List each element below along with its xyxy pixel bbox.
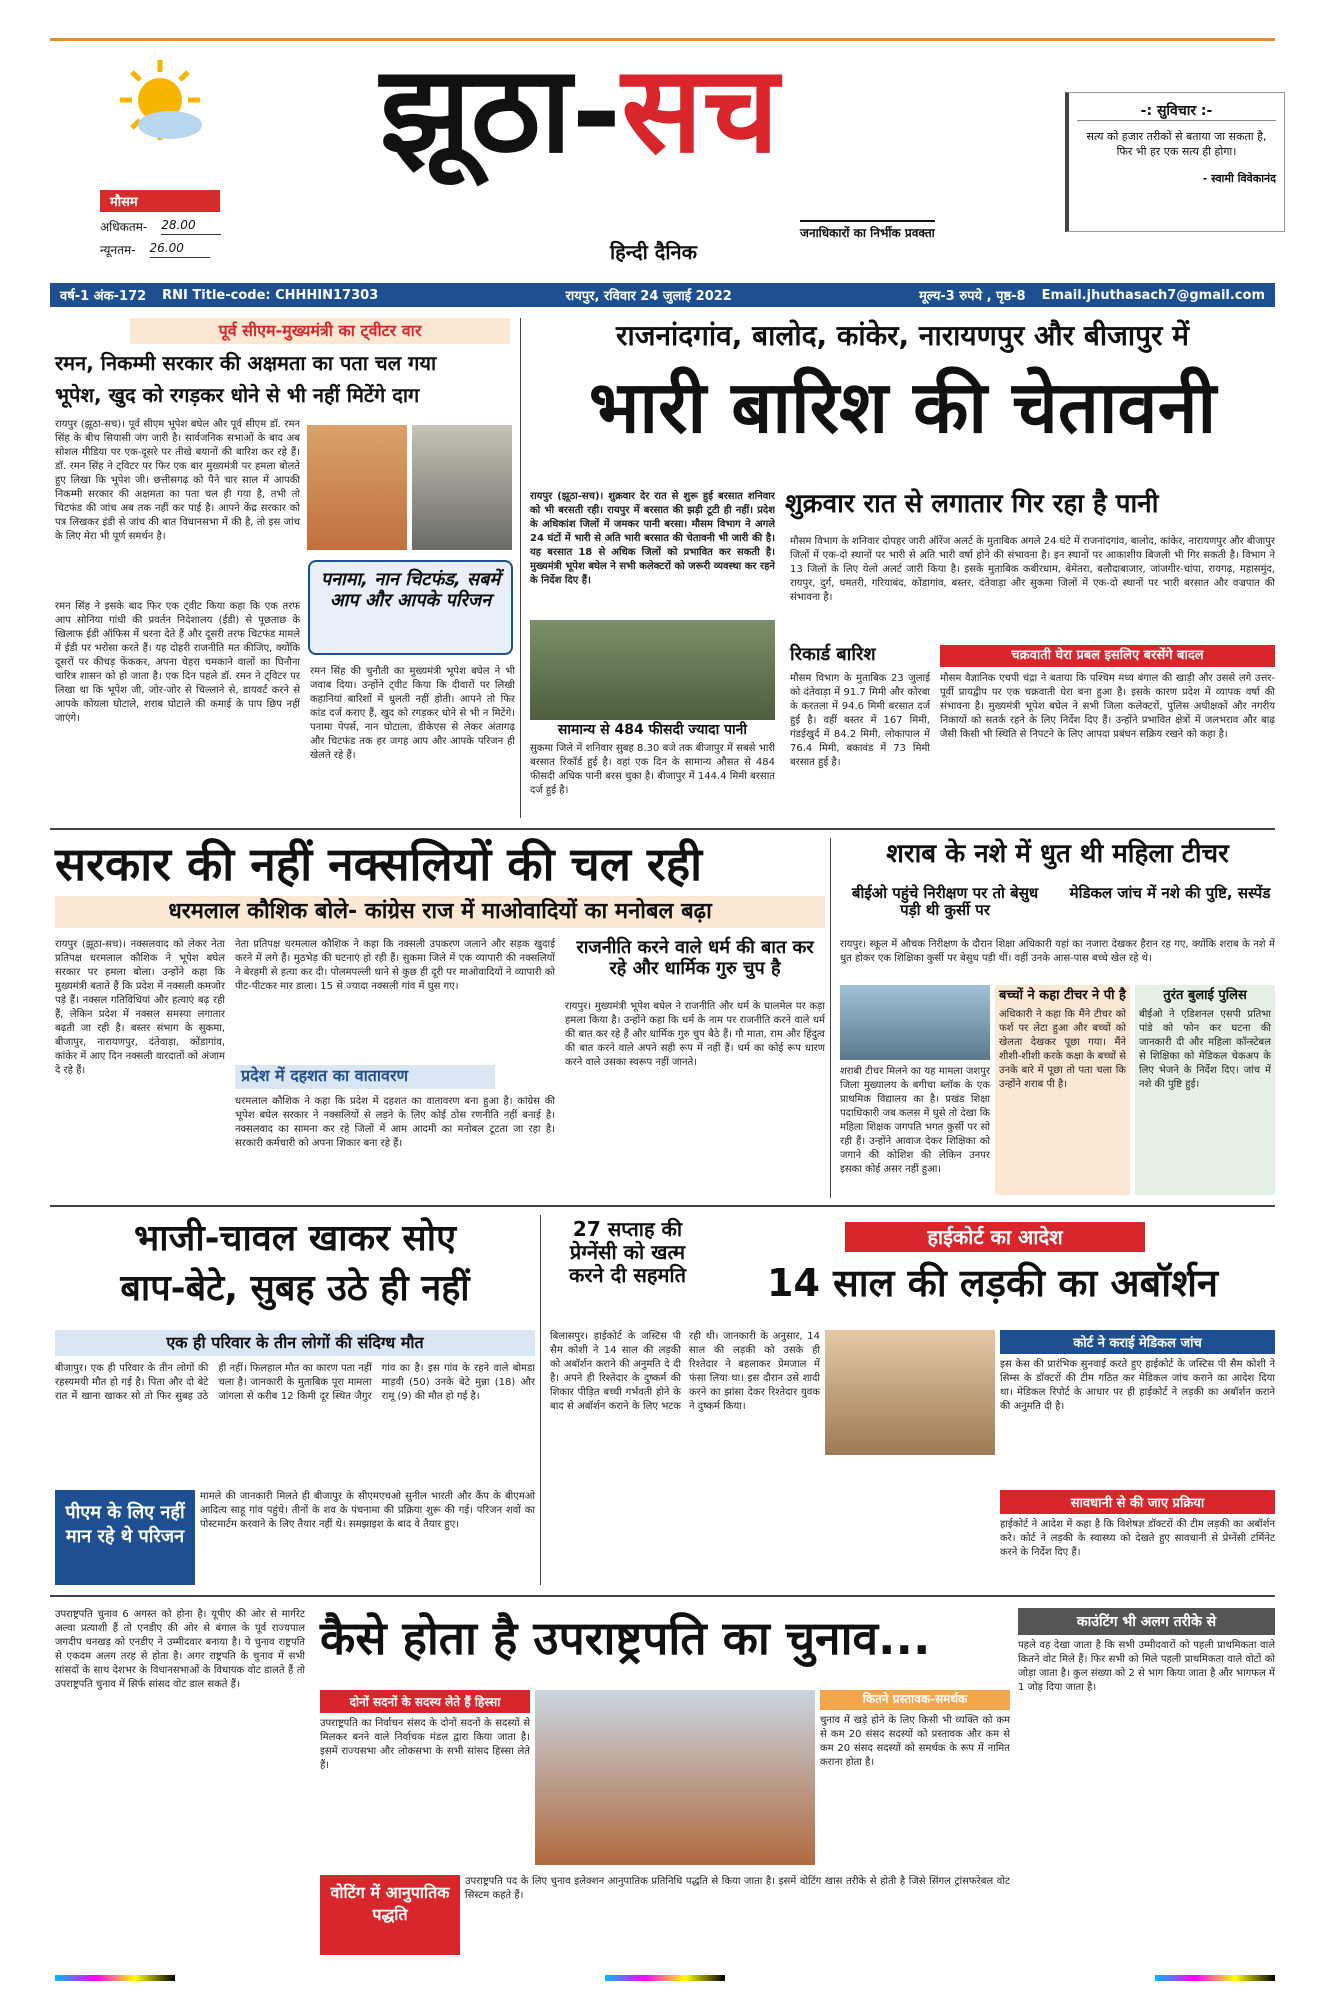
story1-headline-1: रमन, निकम्मी सरकार की अक्षमता का पता चल गया: [55, 351, 437, 375]
story3-side-head: राजनीति करने वाले धर्म की बात कर रहे और धार्मिक गुरु चुप है: [576, 937, 814, 979]
story4-box-2: [1135, 985, 1275, 1195]
story7-count-head: काउंटिंग भी अलग तरीके से: [1018, 1608, 1275, 1635]
story2-headline: भारी बारिश की चेतावनी: [588, 364, 1217, 449]
section-divider-3: [50, 1595, 1275, 1597]
story6-box-2-body: हाईकोर्ट ने आदेश में कहा है कि विशेषज्ञ डॉक्टरों की टीम लड़की का अबॉर्शन करे। कोर्ट ने लड़की के स्वास्थ्य को देखते हुए सावधानी से प्रेग्नेंसी टर्मिनेट करने के निर्देश दिए हैं।: [1000, 1519, 1275, 1558]
story6-box-2: [1000, 1490, 1275, 1585]
story1-callout: पनामा, नान चिटफंड, सबमें आप और आपके परिजन: [308, 560, 513, 655]
rain-photo: [530, 620, 775, 720]
story2-subhead: शुक्रवार रात से लगातार गिर रहा है पानी: [785, 489, 1159, 519]
story7-box-1-head: दोनों सदनों के सदस्य लेते हैं हिस्सा: [320, 1690, 530, 1713]
story6-box-2-head: सावधानी से की जाए प्रक्रिया: [1000, 1490, 1275, 1514]
story7-count-body: पहले वह देखा जाता है कि सभी उम्मीदवारों को पहली प्राथमिकता वाले कितने वोट मिले हैं। फिर सभी को मिले पहली प्राथमिकता वाले वोटों को जोड़ा जाता है। कुल संख्या को 2 से भाग किया जाता है और भागफल में 1 जोड़ दिया जाता है।: [1018, 1640, 1275, 1693]
email[interactable]: Email.jhuthasach7@gmail.com: [1041, 287, 1265, 303]
story6-body: बिलासपुर। हाईकोर्ट के जस्टिस पी सैम कोशी ने 14 साल की लड़की को अबॉर्शन कराने की अनुमति दे दी है। अपने ही रिश्तेदार के दुष्कर्म की शिकार पीड़ित बच्ची गर्भवती होने के बाद से अबॉर्शन कराने के लिए भटक रही थी। जानकारी के अनुसार, 14 साल की लड़की को उसके ही रिश्तेदार ने बहलाकर प्रेमजाल में फंसा लिया था। इस दौरान उसे शादी करने का झांसा देकर रिश्तेदार युवक ने दुष्कर्म किया।: [550, 1331, 820, 1412]
weather-sun-icon: [110, 55, 210, 155]
story7-headline: कैसे होता है उपराष्ट्रपति का चुनाव...: [320, 1611, 931, 1665]
story4-sub-1: बीईओ पहुंचे निरीक्षण पर तो बेसुध पड़ी थी कुर्सी पर: [851, 884, 1039, 920]
story2-record-head: रिकार्ड बारिश: [790, 644, 876, 665]
story4-box-1-body: अधिकारी ने कहा कि मैंने टीचर को फर्श पर लेटा हुआ और बच्चों को खेलता देखकर पूछा गया। मैंने शीशी-शीशी करके कक्षा के बच्चों से उनके बारे में पूछा तो पता चला कि उन्होंने शराब पी है।: [999, 1008, 1126, 1090]
story4-lead: रायपुर। स्कूल में औचक निरीक्षण के दौरान शिक्षा अधिकारी यहां का नजारा देखकर हैरान रह गए, क्योंकि शराब के नशे में धुत होकर एक शिक्षिका कुर्सी पर बेसुध पड़ी थीं। वहीं उनके आस-पास बच्चे खेल रहे थे।: [840, 939, 1275, 964]
registration-marks: [55, 1975, 1275, 1983]
story1-headline-2: भूपेश, खुद को रगड़कर धोने से भी नहीं मिटेंगे दाग: [55, 383, 420, 407]
high-court-photo: [825, 1330, 995, 1455]
suvichar-heading: -: सुविचार :-: [1077, 101, 1276, 121]
suvichar-author: - स्वामी विवेकानंद: [1202, 172, 1276, 185]
column-divider-2: [830, 838, 831, 1198]
story7-callout: वोटिंग में आनुपातिक पद्धति: [320, 1875, 460, 1955]
price-pages: मूल्य-3 रुपये , पृष्ठ-8: [919, 289, 1026, 304]
story7-box-1-body: उपराष्ट्रपति का निर्वाचन संसद के दोनों सदनों के सदस्यों से मिलकर बनने वाले निर्वाचक मंडल द्वारा किया जाता है। इसमें राज्यसभा और लोकसभा के सभी सांसद हिस्सा लेते हैं।: [320, 1718, 530, 1771]
story6-label: हाईकोर्ट का आदेश: [845, 1222, 1145, 1252]
story3-subhead: धरमलाल कौशिक बोले- कांग्रेस राज में माओवादियों का मनोबल बढ़ा: [55, 896, 825, 928]
story3-side-body: रायपुर। मुख्यमंत्री भूपेश बघेल ने राजनीति और धर्म के घालमेल पर कड़ा हमला किया है। उन्होंने कहा कि धर्म के नाम पर राजनीति करने वाले धर्म की बात कर रहे हैं और धार्मिक गुरु चुप बैठे हैं। गौ माता, राम और हिंदुत्व की बात करने वाले अपने सही रूप में नहीं हैं। धर्म का कोई रूप धारण करने वाले उसका स्वरूप नहीं जानते।: [565, 1001, 825, 1068]
min-temp-value: 26.00: [150, 241, 210, 258]
story3-headline: सरकार की नहीं नक्सलियों की चल रही: [55, 837, 703, 891]
story5-headline-2: बाप-बेटे, सुबह उठे ही नहीं: [120, 1268, 470, 1309]
story3-body-3: धरमलाल कौशिक ने कहा कि प्रदेश में दहशत का वातावरण बना हुआ है। कांग्रेस की भूपेश बघेल सरकार ने नक्सलियों से लड़ने के लिए कोई ठोस रणनीति नहीं बनाई है। नक्सलवाद का सामना कर रहे जिलों में आम आदमी का मनोबल टूटता जा रहा है। सरकारी कर्मचारी को अपना शिकार बना रहे हैं।: [235, 1096, 555, 1149]
title-part-2: सच: [621, 39, 779, 180]
suvichar-text: सत्य को हजार तरीकों से बताया जा सकता है, फिर भी हर एक सत्य ही होगा।: [1086, 130, 1267, 158]
story2-kicker: राजनांदगांव, बालोद, कांकेर, नारायणपुर और बीजापुर में: [616, 319, 1189, 352]
section-divider-1: [50, 828, 1275, 830]
story3-body-2: नेता प्रतिपक्ष धरमलाल कौशिक ने कहा कि नक्सली उपकरण जलाने और सड़क खुदाई करने में लगे हैं। मुठभेड़ की घटनाएं हो रही हैं। सुकमा जिले में एक व्यापारी की नक्सलियों ने बेरहमी से हत्या कर दी। पोलमपल्ली थाने से कुछ ही दूरी पर माओवादियों ने व्यापारी को पीट-पीटकर मार डाला। 15 से ज्यादा नक्सली गांव में घुस गए।: [235, 939, 555, 992]
min-temp-label: न्यूनतम-: [100, 243, 136, 257]
story5-callout: पीएम के लिए नहीं मान रहे थे परिजन: [55, 1490, 195, 1585]
issue-number: वर्ष-1 अंक-172: [60, 289, 147, 304]
story1-body: रायपुर (झूठा-सच)। पूर्व सीएम भूपेश बघेल और पूर्व सीएम डॉ. रमन सिंह के बीच सियासी जंग जारी है। सार्वजनिक सभाओं के बाद अब सोशल मीडिया पर एक-दूसरे पर तीखे बयानों की बारिश कर रहे हैं। डॉ. रमन सिंह ने ट्विटर पर फिर एक बार मुख्यमंत्री पर हमला बोलते हुए लिखा कि भूपेश जी। छत्तीसगढ़ को पैने चार साल में आपकी निकम्मी सरकार की अक्षमता का पता चल ही गया है, तभी तो चिटफंड की जांच अब तक नहीं कर पाई है। आपने केंद्र सरकार को पत्र लिखकर इंडी से जांच की बात विधानसभा में की है, तो इस जांच के लिए मेरा भी पूर्ण समर्थन है।: [55, 419, 300, 542]
story5-subhead: एक ही परिवार के तीन लोगों की संदिग्ध मौत: [55, 1330, 535, 1356]
story7-box-2-head: कितने प्रस्तावक-समर्थक: [820, 1690, 1010, 1710]
max-temp-value: 28.00: [161, 218, 221, 235]
parliament-photo: [535, 1690, 815, 1865]
bhupesh-baghel-photo: [412, 425, 512, 550]
newspaper-tagline: जनाधिकारों का निर्भीक प्रवक्ता: [800, 220, 935, 241]
story1-body-3: रमन सिंह की चुनौती का मुख्यमंत्री भूपेश बघेल ने भी जवाब दिया। उन्होंने ट्वीट किया कि दीवारों पर लिखी कहानियां बारिशों में धुलती नहीं होती। आपने तो फिर कांड दर्ज कराए हैं, खुद को रगड़कर धोने से भी न मिटेंगे। पनामा पेपर्स, नान घोटाला, डीकेएस से लेकर अंतागढ़ और चिटफंड तक हर जगह आप और आपके परिजन ही खेलते रहे हैं।: [310, 666, 515, 761]
story7-box-2: [820, 1690, 1010, 1865]
story1-body-2: रमन सिंह ने इसके बाद फिर एक ट्वीट किया कहा कि एक तरफ आप सोनिया गांधी की प्रवर्तन निदेशालय (ईडी) से पूछताछ के खिलाफ ईडी ऑफिस में धरना देते हैं और दूसरी तरफ चिटफंड मामले में ईडी पर भरोसा करते हैं। यह दोहरी राजनीति मत कीजिए, क्योंकि दूसरों पर कीचड़ फेंककर, अपना चेहरा चमकाने वालों का घिनौना चारित्र शासन को हो जाता है। एक दिन पहले डॉ. रमन ने ट्विटर पर लिखा था कि भूपेश जी, जोर-जोर से चिल्लाने से, डायवर्ट करने से आपके कोयला घोटाले, शराब घोटाले की कमाई के पाप छिप नहीं जाएंगे।: [55, 601, 300, 724]
weather-box: [100, 190, 280, 258]
story4-sub-2: मेडिकल जांच में नशे की पुष्टि, सस्पेंड: [1069, 884, 1271, 902]
story4-box-1-head: बच्चों ने कहा टीचर ने पी है: [999, 988, 1126, 1003]
story6-box-body: इस केस की प्रारंभिक सुनवाई करते हुए हाईकोर्ट के जस्टिस पी सैम कोशी ने सिम्स के डॉक्टरों की टीम गठित कर मेडिकल जांच कराने का आदेश दिया था। मेडिकल रिपोर्ट के आधार पर ही हाईकोर्ट ने लड़की का अबॉर्शन कराने की अनुमति दी है।: [1000, 1359, 1275, 1412]
info-bar: [50, 283, 1275, 307]
story1-kicker: पूर्व सीएम-मुख्यमंत्री का ट्वीटर वार: [130, 318, 510, 344]
story3-subbox: प्रदेश में दहशत का वातावरण: [235, 1065, 495, 1089]
story4-box-1: [995, 985, 1130, 1195]
story5-headline-1: भाजी-चावल खाकर सोए: [134, 1218, 456, 1259]
story4-headline: शराब के नशे में धुत थी महिला टीचर: [886, 839, 1229, 869]
story2-body: मौसम विभाग के शनिवार दोपहर जारी ऑरेंज अलर्ट के मुताबिक अगले 24 घंटे में राजनांदगांव, बालोद, कांकेर, नारायणपुर और बीजापुर जिलों में एक-दो स्थानों पर भारी से अति भारी वर्षा होने की संभावना है। इन स्थानों पर आकाशीय बिजली भी गिर सकती है। विभाग ने 13 जिलों के लिए येलो अलर्ट जारी किया है। इसके मुताबिक कबीरधाम, बेमेतरा, बलौदाबाजार, जांजगीर-चांपा, रायगढ़, महासमुंद, रायपुर, दुर्ग, धमतरी, गरियाबंद, कोंडागांव, बस्तर, दंतेवाड़ा और सुकमा जिलों में एक-दो स्थानों पर भारी बरसात और वज्रपात की संभावना है।: [790, 536, 1275, 603]
story7-box-2-body: चुनाव में खड़े होने के लिए किसी भी व्यक्ति को कम से कम 20 संसद सदस्यों को प्रस्तावक और कम से कम 20 संसद सदस्यों को समर्थक के रूप में नामित कराना होता है।: [820, 1714, 1010, 1768]
column-divider: [520, 318, 521, 818]
story2-caption-body: सुकमा जिले में शनिवार सुबह 8.30 बजे तक बीजापुर में सबसे भारी बरसात रिकॉर्ड हुई है। वहां एक दिन के सामान्य औसत से 484 फीसदी अधिक पानी बरस चुका है। बीजापुर में 144.4 मिमी बरसात दर्ज हुई है।: [530, 743, 775, 796]
story2-cyclone-body: मौसम वैज्ञानिक एचपी चंद्रा ने बताया कि पश्चिम मध्य बंगाल की खाड़ी और उससे लगे उत्तर-पूर्वी प्रायद्वीप पर एक चक्रवाती घेरा बना हुआ है। इसके कारण प्रदेश में व्यापक वर्षा की संभावना है। मुख्यमंत्री भूपेश बघेल ने सभी जिला कलेक्टरों, पुलिस अधीक्षकों और नगरीय निकायों को सतर्क रहने के लिए निर्देश दिए हैं। उन्होंने प्रभावित क्षेत्रों में जलभराव और बाढ़ जैसी किसी भी स्थिति से निपटने के लिए आपदा प्रबंधन सक्रिय रखने को कहा है।: [940, 673, 1275, 740]
story2-lead: रायपुर (झूठा-सच)। शुक्रवार देर रात से शुरू हुई बरसात शनिवार को भी बरसती रही। रायपुर में बरसात की झड़ी टूटी ही नहीं। प्रदेश के अधिकांश जिलों में जमकर पानी बरसा। मौसम विभाग ने अगले 24 घंटों में भारी से अति भारी बरसात की चेतावनी भी जारी की है। यह बरसात 18 से अधिक जिलों को प्रभावित कर सकती है। मुख्यमंत्री भूपेश बघेल ने सभी कलेक्टरों को जरूरी व्यवस्था कर रहने के निर्देश दिए हैं।: [530, 491, 775, 586]
story2-photo-caption: सामान्य से 484 फीसदी ज्यादा पानी: [557, 722, 748, 738]
weather-label: मौसम: [100, 190, 220, 212]
rni-code: RNI Title-code: CHHHIN17303: [162, 287, 379, 303]
newspaper-title: [380, 39, 779, 180]
story3-body: रायपुर (झूठा-सच)। नक्सलवाद को लेकर नेता प्रतिपक्ष धरमलाल कौशिक ने भूपेश बघेल सरकार पर हमला बोला। उन्होंने कहा कि मुख्यमंत्री बताते हैं कि प्रदेश में नक्सली कमजोर पड़े हैं। नक्सल गतिविधियां और हत्याएं बढ़ रही हैं, लेकिन प्रदेश में नक्सल समस्या लगातार बढ़ती जा रही है। बस्तर संभाग के सुकमा, बीजापुर, नारायणपुर, दंतेवाड़ा, कोंडागांव, कांकेर में आए दिन नक्सली वारदातों को अंजाम दे रहे हैं।: [55, 939, 225, 1076]
title-part-1: झूठा-: [380, 39, 622, 180]
classroom-photo: [840, 985, 990, 1060]
story5-callout-body: मामले की जानकारी मिलते ही बीजापुर के सीएमएचओ सुनील भारती और कैंप के बीएमओ आदित्य साहू गांव पहुंचे। तीनों के शव के पंचनामा की प्रक्रिया शुरू की गई। परिजन शवों का पोस्टमार्टम करवाने के लिए तैयार नहीं थे। समझाइश के बाद वे तैयार हुए।: [200, 1491, 535, 1530]
story2-cyclone-head: चक्रवाती घेरा प्रबल इसलिए बरसेंगे बादल: [940, 645, 1275, 667]
story6-box-head: कोर्ट ने कराई मेडिकल जांच: [1000, 1330, 1275, 1354]
issue-date: रायपुर, रविवार 24 जुलाई 2022: [565, 289, 732, 304]
story4-body: शराबी टीचर मिलने का यह मामला जशपुर जिला मुख्यालय के बगीचा ब्लॉक के एक प्राथमिक विद्यालय का है। प्रखंड शिक्षा पदाधिकारी जब कलस में घुसे तो देखा कि महिला शिक्षक जगपति भगत कुर्सी पर सो रही हैं। उन्होंने आवाज देकर शिक्षिका को जगाने की कोशिश की लेकिन उनपर इसका कोई असर नहीं हुआ।: [840, 1066, 990, 1175]
story6-headline: 14 साल की लड़की का अबॉर्शन: [767, 1261, 1218, 1305]
max-temp-label: अधिकतम-: [100, 220, 148, 234]
story7-box-1: [320, 1690, 530, 1865]
story6-box: [1000, 1330, 1275, 1485]
story7-callout-body: उपराष्ट्रपति पद के लिए चुनाव इलेक्शन आनुपातिक प्रतिनिधि पद्धति से किया जाता है। इसमें वोटिंग खास तरीके से होती है जिसे सिंगल ट्रांसफरेबल वोट सिस्टम कहते हैं।: [465, 1876, 1010, 1901]
story4-box-2-body: बीईओ ने एडिशनल एसपी प्रतिभा पांडे को फोन कर घटना की जानकारी दी और महिला कॉन्स्टेबल से शिक्षिका को मेडिकल चेकअप के लिए भेजने के निर्देश दिए। जांच में नशे की पुष्टि हुई।: [1139, 1008, 1271, 1090]
story5-body: बीजापुर। एक ही परिवार के तीन लोगों की रहस्यमयी मौत हो गई है। पिता और दो बेटे रात में खाना खाकर सो तो फिर सुबह उठे ही नहीं। फिलहाल मौत का कारण पता नहीं चला है। जानकारी के मुताबिक पूरा मामला जांगला से करीब 12 किमी दूर स्थित जैगुर गांव का है। इस गांव के रहने वाले बोमडा माड़वी (50) उनके बेटे मुन्ना (18) और रामू (9) की मौत हो गई है।: [55, 1363, 535, 1402]
story2-record-body: मौसम विभाग के मुताबिक 23 जुलाई को दंतेवाड़ा में 91.7 मिमी और कोरबा के करतला में 94.6 मिमी बरसात दर्ज हुई है। वहीं बस्तर में 167 मिमी, गंडईखुर्द में 84.2 मिमी, लोकापाल में 76.4 मिमी, बकावंड में 73 मिमी बरसात हुई है।: [790, 673, 930, 768]
section-divider-2: [50, 1205, 1275, 1207]
raman-singh-photo: [307, 425, 407, 550]
story7-count-box: [1018, 1608, 1275, 1958]
column-divider-3: [540, 1215, 541, 1585]
story4-box-2-head: तुरंत बुलाई पुलिस: [1163, 988, 1247, 1003]
story7-body: उपराष्ट्रपति चुनाव 6 अगस्त को होना है। यूपीए की ओर से मार्गरेट अल्वा प्रत्याशी हैं तो एनडीए की ओर से बंगाल के पूर्व राज्यपाल जगदीप धनखड़ को एनडीए ने उम्मीदवार बनाया है। ये चुनाव राष्ट्रपति से एकदम अलग तरह से होता है। अगर राष्ट्रपति के चुनाव में सभी सांसदों के साथ देशभर के विधानसभाओं के विधायक वोट डालते हैं तो उपराष्ट्रपति चुनाव में सिर्फ सांसद वोट डाल सकते हैं।: [55, 1609, 305, 1690]
newspaper-subtitle: हिन्दी दैनिक: [610, 240, 698, 264]
suvichar-box: [1065, 92, 1285, 232]
story6-kicker: 27 सप्ताह की प्रेग्नेंसी को खत्म करने दी सहमति: [568, 1217, 687, 1287]
